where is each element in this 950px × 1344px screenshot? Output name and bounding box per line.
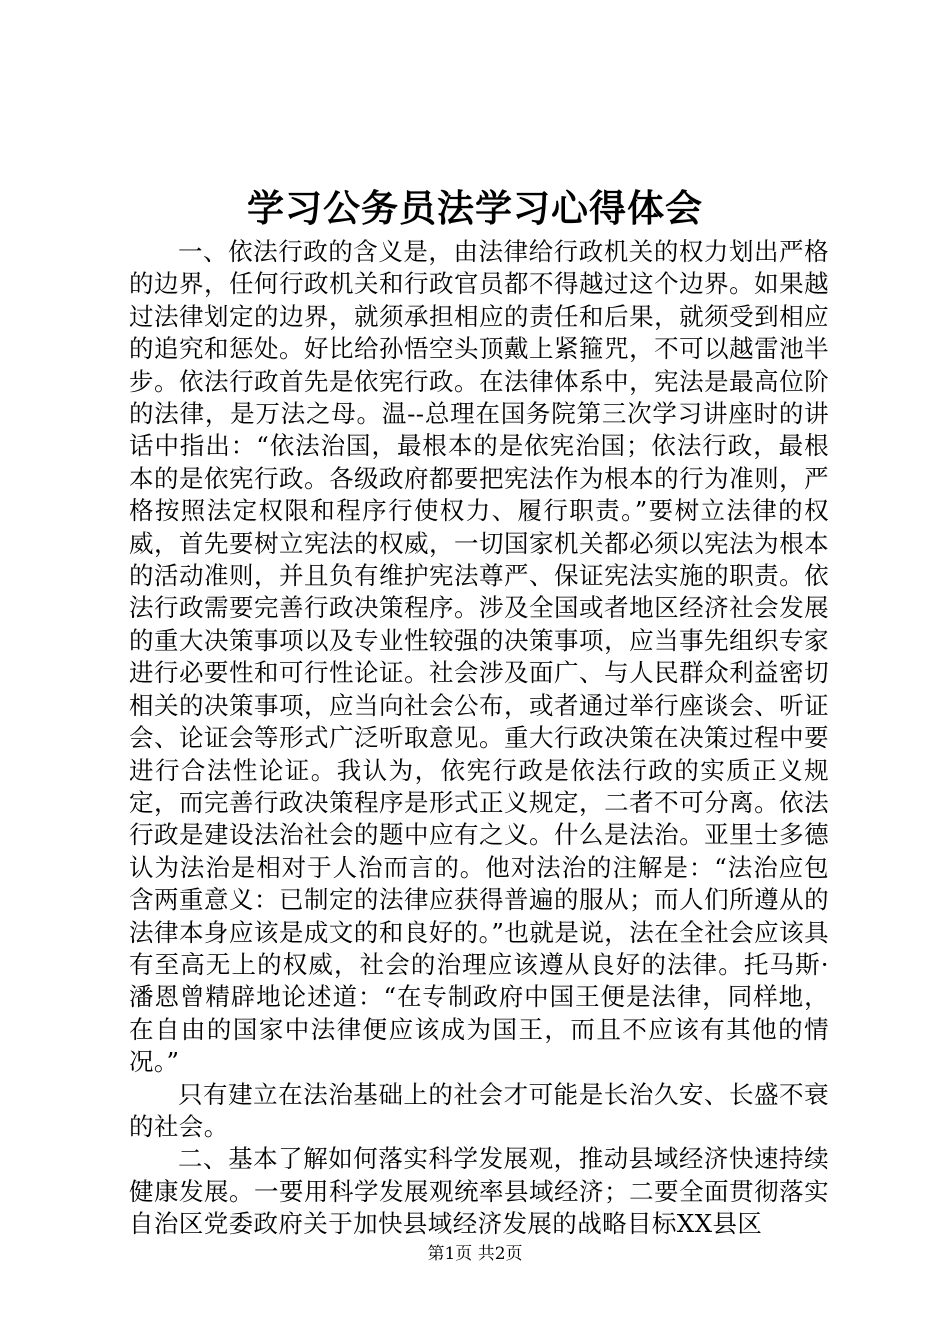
paragraph-2: 只有建立在法治基础上的社会才可能是长治久安、长盛不衰的社会。 [129,1079,829,1141]
paragraph-1: 一、依法行政的含义是，由法律给行政机关的权力划出严格的边界，任何行政机关和行政官员都不得越过这个边界。如果越过法律划定的边界，就须承担相应的责任和后果，就须受到相应的追究和惩处。好比给孙悟空头顶戴上紧箍咒，不可以越雷池半步。依法行政首先是依宪行政。在法律体系中，宪法是最高位阶的法律，是万法之母。温--总理在国务院第三次学习讲座时的讲话中指出：“依法治国，最根本的是依宪治国；依法行政，最根本的是依宪行政。各级政府都要把宪法作为根本的行为准则，严格按照法定权限和程序行使权力、履行职责。”要树立法律的权威，首先要树立宪法的权威，一切国家机关都必须以宪法为根本的活动准则，并且负有维护宪法尊严、保证宪法实施的职责。依法行政需要完善行政决策程序。涉及全国或者地区经济社会发展的重大决策事项以及专业性较强的决策事项，应当事先组织专家进行必要性和可行性论证。社会涉及面广、与人民群众利益密切相关的决策事项，应当向社会公布，或者通过举行座谈会、听证会、论证会等形式广泛听取意见。重大行政决策在决策过程中要进行合法性论证。我认为，依宪行政是依法行政的实质正义规定，而完善行政决策程序是形式正义规定，二者不可分离。依法行政是建设法治社会的题中应有之义。什么是法治。亚里士多德认为法治是相对于人治而言的。他对法治的注解是：“法治应包含两重意义：已制定的法律应获得普遍的服从；而人们所遵从的法律本身应该是成文的和良好的。”也就是说，法在全社会应该具有至高无上的权威，社会的治理应该遵从良好的法律。托马斯·潘恩曾精辟地论述道：“在专制政府中国王便是法律，同样地，在自由的国家中法律便应该成为国王，而且不应该有其他的情况。” [129,237,829,1077]
paragraph-3: 二、基本了解如何落实科学发展观，推动县域经济快速持续健康发展。一要用科学发展观统率县域经济；二要全面贯彻落实自治区党委政府关于加快县域经济发展的战略目标XX县区 [129,1144,829,1239]
document-title: 学习公务员法学习心得体会 [247,186,703,230]
document-body [129,236,829,1241]
page-footer: 第1页 共2页 [427,1244,523,1264]
